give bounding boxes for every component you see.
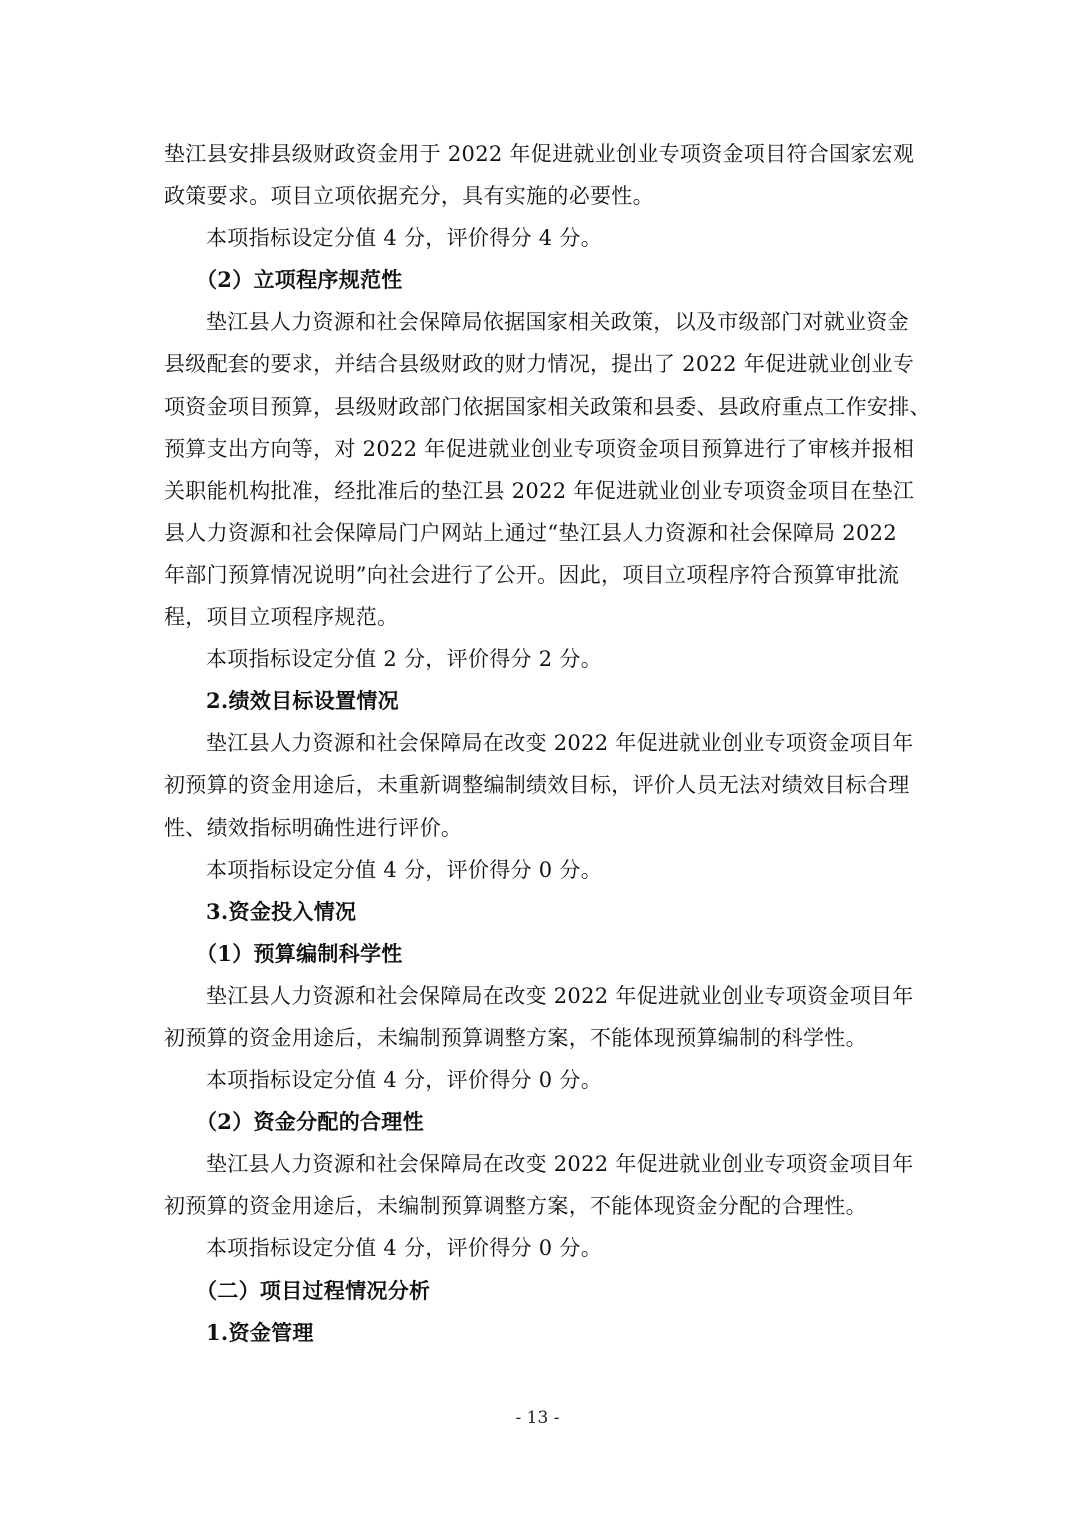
body-text-line: 垫江县人力资源和社会保障局在改变 2022 年促进就业创业专项资金项目年: [206, 1152, 914, 1177]
body-text-line: 性、绩效指标明确性进行评价。: [164, 815, 463, 840]
score-line: 本项指标设定分值 4 分，评价得分 0 分。: [206, 1068, 603, 1093]
body-text-line: 垫江县人力资源和社会保障局在改变 2022 年促进就业创业专项资金项目年: [206, 983, 914, 1008]
body-text-line: 垫江县人力资源和社会保障局依据国家相关政策，以及市级部门对就业资金: [206, 310, 909, 335]
section-heading: 2.绩效目标设置情况: [206, 688, 399, 714]
section-heading: 1.资金管理: [206, 1319, 314, 1345]
body-text-line: 县人力资源和社会保障局门户网站上通过“垫江县人力资源和社会保障局 2022: [164, 520, 897, 545]
body-text-line: 初预算的资金用途后，未重新调整编制绩效目标，评价人员无法对绩效目标合理: [164, 773, 910, 798]
score-line: 本项指标设定分值 4 分，评价得分 4 分。: [206, 226, 603, 251]
body-text-line: 县级配套的要求，并结合县级财政的财力情况，提出了 2022 年促进就业创业专: [164, 352, 915, 377]
score-line: 本项指标设定分值 2 分，评价得分 2 分。: [206, 647, 603, 672]
body-text-line: 初预算的资金用途后，未编制预算调整方案，不能体现预算编制的科学性。: [164, 1025, 867, 1050]
body-text-line: 政策要求。项目立项依据充分，具有实施的必要性。: [164, 184, 654, 209]
document-body: [164, 133, 931, 1354]
section-heading: 3.资金投入情况: [206, 898, 357, 924]
section-heading: （2）立项程序规范性: [196, 267, 403, 293]
score-line: 本项指标设定分值 4 分，评价得分 0 分。: [206, 857, 603, 882]
body-text-line: 年部门预算情况说明”向社会进行了公开。因此，项目立项程序符合预算审批流: [164, 562, 900, 587]
page-number: - 13 -: [515, 1408, 560, 1428]
score-line: 本项指标设定分值 4 分，评价得分 0 分。: [206, 1236, 603, 1261]
body-text-line: 项资金项目预算，县级财政部门依据国家相关政策和县委、县政府重点工作安排、: [164, 394, 931, 419]
body-text-line: 垫江县人力资源和社会保障局在改变 2022 年促进就业创业专项资金项目年: [206, 731, 914, 756]
body-text-line: 预算支出方向等，对 2022 年促进就业创业专项资金项目预算进行了审核并报相: [164, 436, 915, 461]
body-text-line: 初预算的资金用途后，未编制预算调整方案，不能体现资金分配的合理性。: [164, 1194, 867, 1219]
body-text-line: 程，项目立项程序规范。: [164, 605, 399, 630]
body-text-line: 垫江县安排县级财政资金用于 2022 年促进就业创业专项资金项目符合国家宏观: [164, 142, 915, 166]
section-heading: （2）资金分配的合理性: [196, 1109, 424, 1135]
section-heading: （二）项目过程情况分析: [196, 1277, 431, 1303]
body-text-line: 关职能机构批准，经批准后的垫江县 2022 年促进就业创业专项资金项目在垫江: [164, 478, 915, 503]
section-heading: （1）预算编制科学性: [196, 940, 403, 966]
